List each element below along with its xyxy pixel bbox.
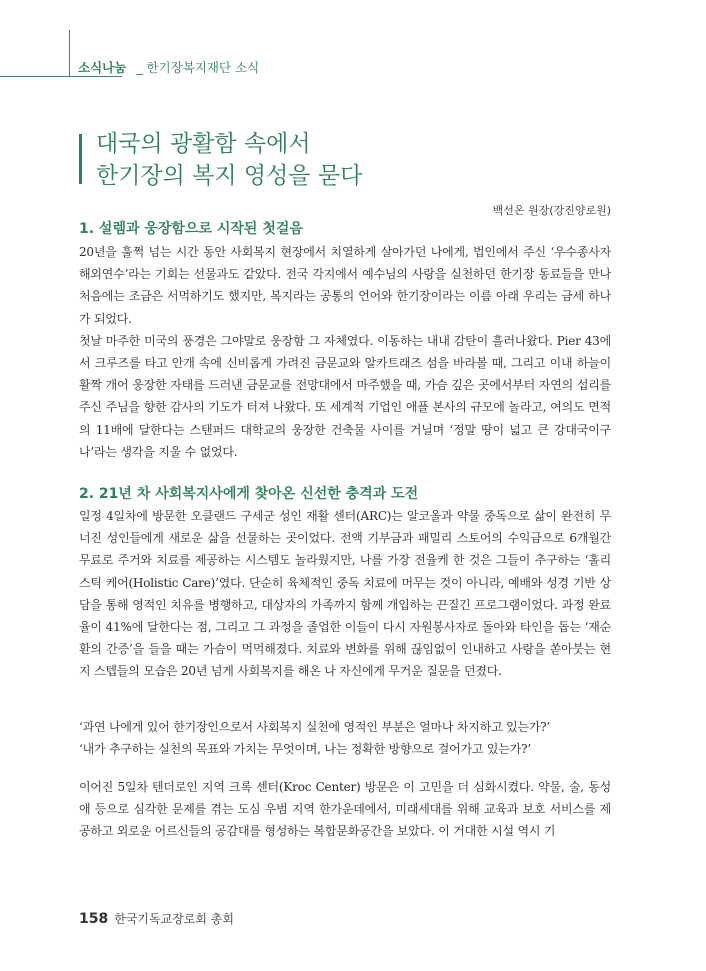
paragraph: 이어진 5일차 텐더로인 지역 크록 센터(Kroc Center) 방문은 이 고민을 더 심화시켰다. 약물, 술, 동성애 등으로 심각한 문제를 겪는 도심 우범 지역 한가운데에서, 미래세대를 위해 교육과 보호 서비스를 제공하고 외로운 어르신들의 공감대를 형성하는 복합문화공간을 보았다. 이 거대한 시설 역시 기	[79, 780, 611, 839]
section-1-heading: 1. 설렘과 웅장함으로 시작된 첫걸음	[79, 221, 303, 237]
paragraph: 일정 4일차에 방문한 오클랜드 구세군 성인 재활 센터(ARC)는 알코올과 약물 중독으로 삶이 완전히 무너진 성인들에게 새로운 삶을 선물하는 곳이었다. 전액 기부금과 패밀리 스토어의 수익금으로 6개월간 무료로 주거와 치료를 제공하는 시스템도 놀라웠지만, 나를 가장 전율케 한 것은 그들이 추구하는 ‘홀리스틱 케어(Holistic Care)’였다. 단순히 육체적인 중독 치료에 머무는 것이 아니라, 예배와 성경 기반 상담을 통해 영적인 치유를 병행하고, 대상자의 가족까지 함께 개입하는 끈질긴 프로그램이었다. 과정 완료율이 41%에 달한다는 점, 그리고 그 과정을 졸업한 이들이 다시 자원봉사자로 돌아와 타인을 돕는 ‘재순환의 간증’을 들을 때는 가슴이 먹먹해졌다. 치료와 변화를 위해 끊임없이 인내하고 사랑을 쏟아붓는 현지 스텝들의 모습은 20년 넘게 사회복지를 해온 나 자신에게 무거운 질문을 던졌다.	[79, 509, 611, 679]
author-byline: 백선온 원장(강진양로원)	[492, 204, 611, 217]
section-2-body	[79, 505, 611, 683]
question: ‘과연 나에게 있어 한기장인으로서 사회복지 실천에 영적인 부분은 얼마나 차지하고 있는가?’	[79, 720, 551, 734]
header-horizontal-rule	[0, 76, 122, 77]
reflective-questions	[79, 716, 611, 760]
running-header	[78, 58, 259, 76]
paragraph: 첫날 마주한 미국의 풍경은 그야말로 웅장함 그 자체였다. 이동하는 내내 감탄이 흘러나왔다. Pier 43에서 크루즈를 타고 안개 속에 신비롭게 가려진 금문교와 알카트래즈 섬을 바라볼 때, 그리고 이내 하늘이 활짝 개어 웅장한 자태를 드러낸 금문교를 전망대에서 마주했을 때, 가슴 깊은 곳에서부터 자연의 섭리를 주신 주님을 향한 감사의 기도가 터져 나왔다. 또 세계적 기업인 애플 본사의 규모에 놀라고, 여의도 면적의 11배에 달한다는 스탠퍼드 대학교의 웅장한 건축물 사이를 거닐며 ‘정말 땅이 넓고 큰 강대국이구나’라는 생각을 지울 수 없었다.	[79, 333, 611, 459]
title-line-2: 한기장의 복지 영성을 묻다	[96, 163, 363, 189]
subsection-label: _ 한기장복지재단 소식	[136, 60, 260, 75]
section-2-continued	[79, 776, 611, 843]
article-title	[96, 128, 362, 192]
paragraph: 20년을 훌쩍 넘는 시간 동안 사회복지 현장에서 치열하게 살아가던 나에게, 법인에서 주신 ‘우수종사자 해외연수’라는 기회는 선물과도 같았다. 전국 각지에서 예수님의 사랑을 실천하던 한기장 동료들을 만나 처음에는 조금은 서먹하기도 했지만, 복지라는 공통의 언어와 한기장이라는 이름 아래 우리는 금세 하나가 되었다.	[79, 245, 611, 326]
page-footer	[79, 910, 234, 927]
title-line-1: 대국의 광활함 속에서	[96, 131, 311, 157]
publication-name: 한국기독교장로회 총회	[114, 912, 234, 926]
section-label: 소식나눔	[78, 60, 127, 75]
header-vertical-rule	[69, 30, 70, 77]
page-number: 158	[79, 911, 109, 927]
section-2-heading: 2. 21년 차 사회복지사에게 찾아온 신선한 충격과 도전	[79, 486, 419, 502]
title-accent-bar	[79, 134, 82, 184]
section-1-body	[79, 241, 611, 463]
question: ‘내가 추구하는 실천의 목표와 가치는 무엇이며, 나는 정확한 방향으로 걸어가고 있는가?’	[79, 742, 531, 757]
